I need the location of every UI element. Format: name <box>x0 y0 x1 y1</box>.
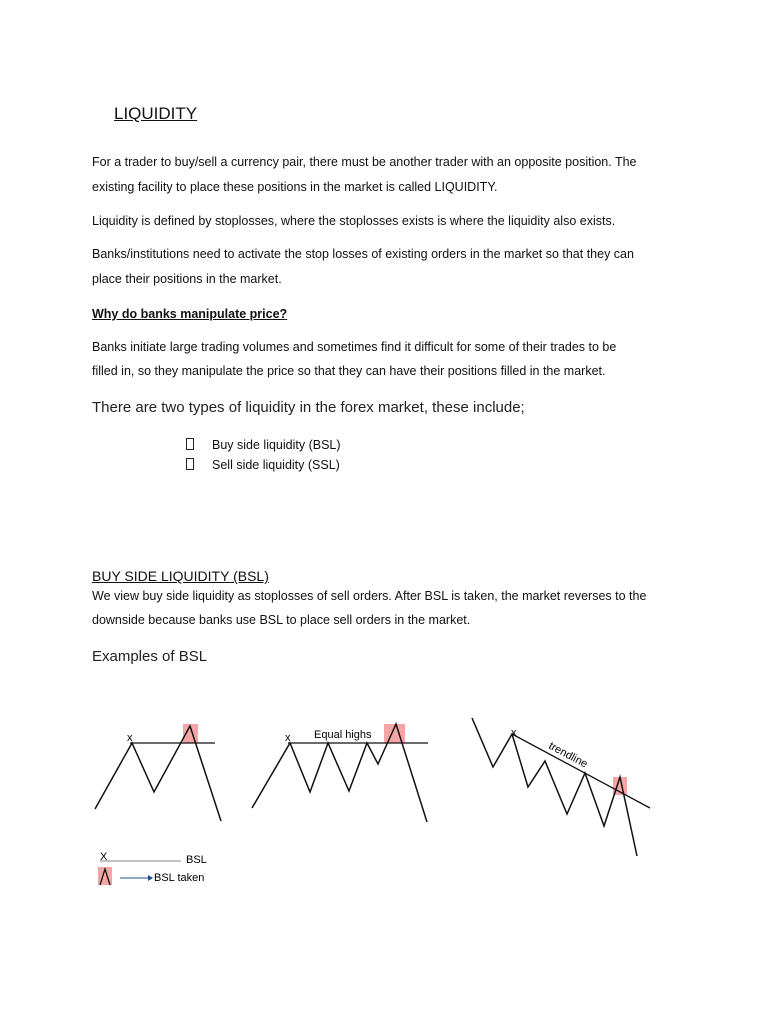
price-path <box>472 718 637 856</box>
paragraph-1-line-2: existing facility to place these positions in the market is called LIQUIDITY. <box>92 180 498 194</box>
legend-bsl-taken-label: BSL taken <box>154 872 205 884</box>
bsl-example-1 <box>95 724 221 821</box>
bsl-line-1: We view buy side liquidity as stoplosses of sell orders. After BSL is taken, the market reverses to the <box>92 589 647 603</box>
price-path <box>95 726 221 821</box>
paragraph-4-line-1: Banks initiate large trading volumes and sometimes find it difficult for some of their trades to be <box>92 340 617 354</box>
list-item-label: Sell side liquidity (SSL) <box>212 458 340 472</box>
arrow-right-icon <box>148 875 153 881</box>
trendline-label: trendline <box>546 740 590 771</box>
paragraph-1-line-1: For a trader to buy/sell a currency pair, there must be another trader with an opposite position. The <box>92 155 637 169</box>
x-marker: x <box>511 727 517 739</box>
bullet-icon <box>186 438 194 450</box>
page-title: LIQUIDITY <box>114 104 198 123</box>
bsl-examples-diagram <box>0 700 768 900</box>
paragraph-3-line-2: place their positions in the market. <box>92 272 282 286</box>
list-item <box>186 458 340 472</box>
legend-x-marker: X <box>100 851 108 863</box>
legend-bsl-label: BSL <box>186 854 207 866</box>
bsl-example-3 <box>472 718 650 856</box>
diagram-legend <box>98 851 207 885</box>
examples-heading: Examples of BSL <box>92 648 208 665</box>
equal-highs-label: Equal highs <box>314 729 372 741</box>
paragraph-3-line-1: Banks/institutions need to activate the stop losses of existing orders in the market so that they can <box>92 247 634 261</box>
paragraph-2: Liquidity is defined by stoplosses, where the stoplosses exists is where the liquidity also exists. <box>92 214 616 228</box>
x-marker: x <box>285 732 291 744</box>
paragraph-4-line-2: filled in, so they manipulate the price so that they can have their positions filled in the market. <box>92 364 606 378</box>
question-heading: Why do banks manipulate price? <box>92 307 288 321</box>
bsl-line-2: downside because banks use BSL to place sell orders in the market. <box>92 613 471 627</box>
bsl-example-2 <box>252 724 428 822</box>
types-intro: There are two types of liquidity in the forex market, these include; <box>92 399 525 416</box>
list-item-label: Buy side liquidity (BSL) <box>212 438 341 452</box>
trendline <box>512 734 650 808</box>
x-marker: x <box>127 732 133 744</box>
list-item <box>186 438 341 452</box>
bsl-heading: BUY SIDE LIQUIDITY (BSL) <box>92 568 269 584</box>
bullet-icon <box>186 458 194 470</box>
